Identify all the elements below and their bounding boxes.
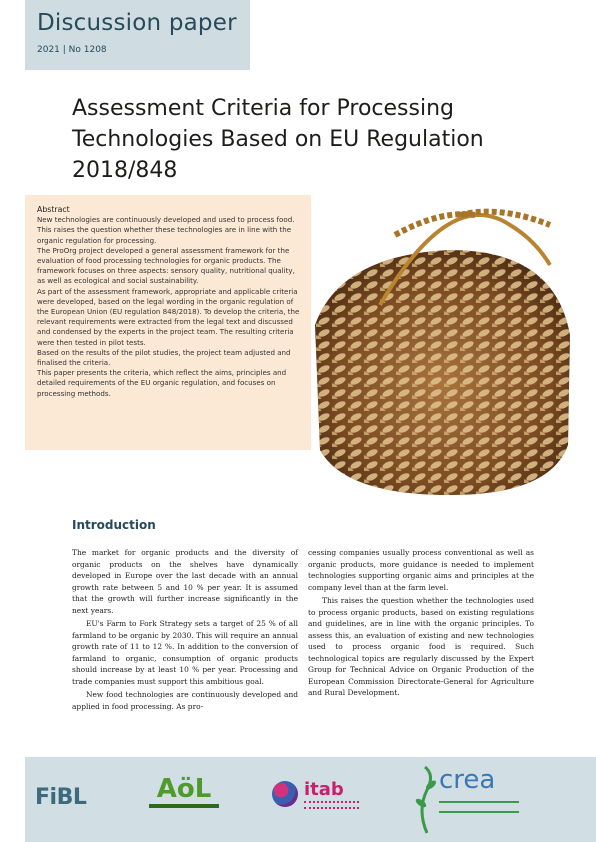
abstract-paragraph: The ProOrg project developed a general assessment framework for the evaluation of food processing technologies for organic products. The framework focuses on three aspects: sensory quality, nutritional quality, as well as ecological and social sustainability.: [37, 245, 295, 286]
aoel-logo-wordmark: AöL: [156, 774, 212, 804]
aoel-logo: [149, 775, 219, 808]
partner-logos-footer: [25, 757, 596, 842]
seeded-bread-wheat-photo: [300, 195, 580, 505]
abstract-box: [25, 195, 311, 450]
fibl-logo: FiBL: [35, 785, 87, 810]
body-paragraph: cessing companies usually process conventional as well as organic products, more guidance is needed to implement technologies supporting organic aims and principles at the company level than at the farm level.: [308, 548, 534, 592]
body-paragraph: The market for organic products and the diversity of organic products on the shelves have dynamically developed in Europe over the last decade with an annual growth rate between 5 and 10 % per year. It is assumed that the growth will further increase significantly in the next years.: [72, 548, 298, 615]
crea-sprout-icon: [413, 765, 439, 835]
issue-number: 2021 | No 1208: [37, 45, 107, 55]
page-title: [72, 93, 512, 186]
introduction-column-right: [308, 547, 534, 701]
aoel-logo-bar: [149, 804, 219, 808]
itab-emblem-icon: [272, 781, 298, 807]
abstract-paragraph: This paper presents the criteria, which reflect the aims, principles and detailed requirements of the EU organic regulation, and focuses on processing methods.: [37, 368, 287, 398]
discussion-paper-header: [25, 0, 250, 70]
abstract-paragraph: New technologies are continuously developed and used to process food. This raises the question whether these technologies are in line with the organic regulation for processing.: [37, 215, 295, 245]
body-paragraph: EU's Farm to Fork Strategy sets a target of 25 % of all farmland to be organic by 2030. This will require an annual growth rate of 11 to 12 %. In addition to the conversion of farmland to organic, consumption of organic products should increase by at least 10 % per year. Processing and trade companies must support this ambitious goal.: [72, 619, 298, 686]
title-line-1: Assessment Criteria for Processing: [72, 96, 454, 121]
abstract-heading: Abstract: [37, 205, 70, 214]
abstract-paragraph: As part of the assessment framework, appropriate and applicable criteria were developed, based on the legal wording in the organic regulation of the European Union (EU regulation 848/2018). To develop the criteria, the relevant requirements were extracted from the legal text and discussed and condensed by the experts in the project team. The resulting criteria were then tested in pilot tests.: [37, 286, 300, 347]
body-paragraph: This raises the question whether the technologies used to process organic products, based on existing regulations and guidelines, are in line with the organic principles. To assess this, an evaluation of existing and new technologies used to process organic food is required. Such technological topics are regularly discussed by the Expert Group for Technical Advice on Organic Production of the European Commission Directorate-General for Agriculture and Rural Development.: [308, 596, 534, 697]
itab-logo-wordmark: itab: [304, 779, 344, 800]
introduction-heading: Introduction: [72, 518, 156, 532]
title-line-2: Technologies Based on EU Regulation: [72, 127, 484, 152]
body-paragraph: New food technologies are continuously developed and applied in food processing. As pro-: [72, 690, 298, 711]
introduction-column-left: [72, 547, 298, 714]
itab-logo-tagline-mark: [304, 801, 359, 809]
crea-logo: [413, 765, 553, 835]
crea-logo-wordmark: crea: [439, 765, 496, 795]
crea-logo-tagline-mark: [439, 801, 519, 813]
abstract-paragraph: Based on the results of the pilot studies, the project team adjusted and finalised the criteria.: [37, 347, 291, 368]
title-line-3: 2018/848: [72, 158, 178, 183]
series-title: Discussion paper: [37, 10, 237, 36]
